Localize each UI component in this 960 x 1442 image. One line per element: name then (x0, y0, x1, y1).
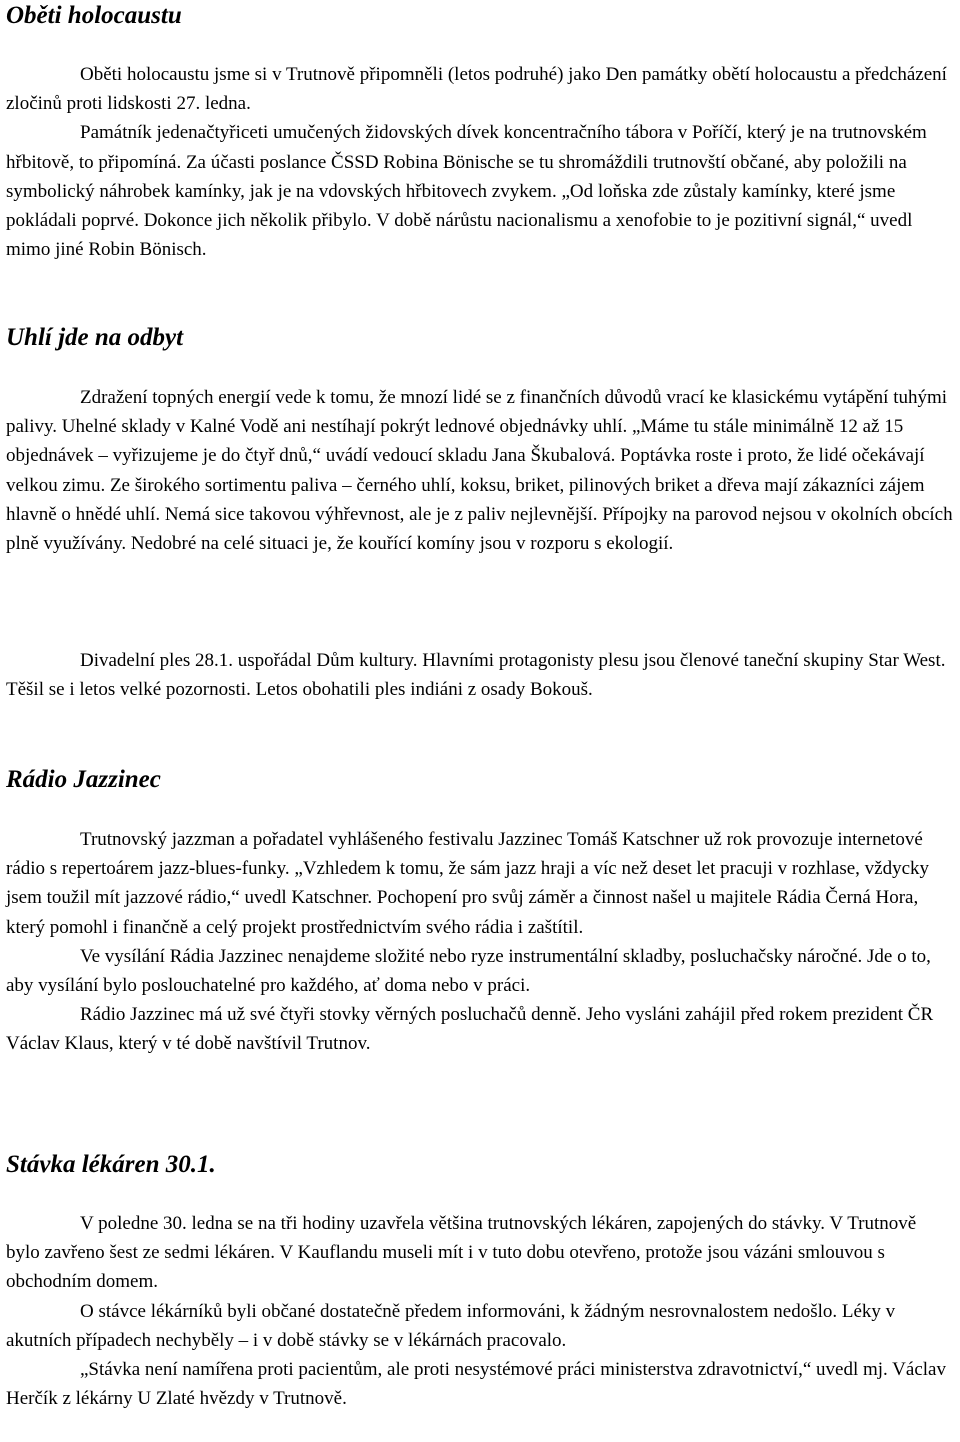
section-body-ball (6, 646, 954, 704)
paragraph: O stávce lékárníků byli občané dostatečně předem informováni, k žádným nesrovnalostem nedošlo. Léky v akutních případech nechyběly – i v době stávky se v lékárnách pracovalo. (6, 1300, 896, 1351)
section-body-pharmacy-strike (6, 1209, 954, 1413)
paragraph: Památník jedenačtyřiceti umučených židovských dívek koncentračního tábora v Poříčí, který je na trutnovském hřbitově, to připomíná. Za účasti poslance ČSSD Robina Bönische se tu shromáždili trutnovští občané, aby položili na symbolický náhrobek kamínky, jak je na vdovských hřbitovech zvykem. „Od loňska zde zůstaly kamínky, které jsme pokládali poprvé. Dokonce jich několik přibylo. V době nárůstu nacionalismu a xenofobie to je pozitivní signál,“ uvedl mimo jiné Robin Bönisch. (6, 122, 927, 261)
paragraph: Rádio Jazzinec má už své čtyři stovky věrných posluchačů denně. Jeho vysláni zahájil před rokem prezident ČR Václav Klaus, který v té době navštívil Trutnov. (6, 1004, 934, 1055)
section-title-coal: Uhlí jde na odbyt (6, 324, 184, 351)
section-title-holocaust: Oběti holocaustu (6, 2, 182, 29)
section-title-pharmacy-strike: Stávka lékáren 30.1. (6, 1151, 216, 1178)
paragraph: Trutnovský jazzman a pořadatel vyhlášeného festivalu Jazzinec Tomáš Katschner už rok provozuje internetové rádio s repertoárem jazz-blues-funky. „Vzhledem k tomu, že sám jazz hraji a víc než deset let pracuji v rozhlase, vždycky jsem toužil mít jazzové rádio,“ uvedl Katschner. Pochopení pro svůj záměr a činnost našel u majitele Rádia Černá Hora, který pomohl i finančně a celý projekt prostřednictvím svého rádia i zaštítil. (6, 829, 930, 938)
paragraph: Zdražení topných energií vede k tomu, že mnozí lidé se z finančních důvodů vrací ke klasickému vytápění tuhými palivy. Uhelné sklady v Kalné Vodě ani nestíhají pokrýt lednové objednávky uhlí. „Máme tu stále minimálně 12 až 15 objednávek – vyřizujeme je do čtyř dnů,“ uvádí vedoucí skladu Jana Škubalová. Poptávka roste i proto, že lidé očekávají velkou zimu. Ze širokého sortimentu paliva – černého uhlí, koksu, briket, pilinových briket a dřeva mají zákazníci zájem hlavně o hnědé uhlí. Nemá sice takovou výhřevnost, ale je z paliv nejlevnější. Přípojky na parovod nejsou v okolních obcích plně využívány. Nedobré na celé situaci je, že kouřící komíny jsou v rozporu s ekologií. (6, 387, 953, 555)
section-title-radio: Rádio Jazzinec (6, 766, 161, 793)
paragraph: „Stávka není namířena proti pacientům, ale proti nesystémové práci ministerstva zdravotnictví,“ uvedl mj. Václav Herčík z lékárny U Zlaté hvězdy v Trutnově. (6, 1359, 946, 1410)
paragraph: Ve vysílání Rádia Jazzinec nenajdeme složité nebo ryze instrumentální skladby, posluchačsky náročné. Jde o to, aby vysílání bylo poslouchatelné pro každého, ať doma nebo v práci. (6, 945, 931, 997)
section-body-coal (6, 383, 954, 558)
section-body-holocaust (6, 60, 954, 264)
section-body-radio (6, 825, 954, 1059)
paragraph: Oběti holocaustu jsme si v Trutnově připomněli (letos podruhé) jako Den památky obětí holocaustu a předcházení zločinů proti lidskosti 27. ledna. (6, 64, 947, 115)
paragraph: V poledne 30. ledna se na tři hodiny uzavřela většina trutnovských lékáren, zapojených do stávky. V Trutnově bylo zavřeno šest ze sedmi lékáren. V Kauflandu museli mít i v tuto dobu otevřeno, protože jsou vázáni smlouvou s obchodním domem. (6, 1213, 917, 1293)
paragraph: Divadelní ples 28.1. uspořádal Dům kultury. Hlavními protagonisty plesu jsou členové taneční skupiny Star West. Těšil se i letos velké pozornosti. Letos obohatili ples indiáni z osady Bokouš. (6, 650, 946, 701)
